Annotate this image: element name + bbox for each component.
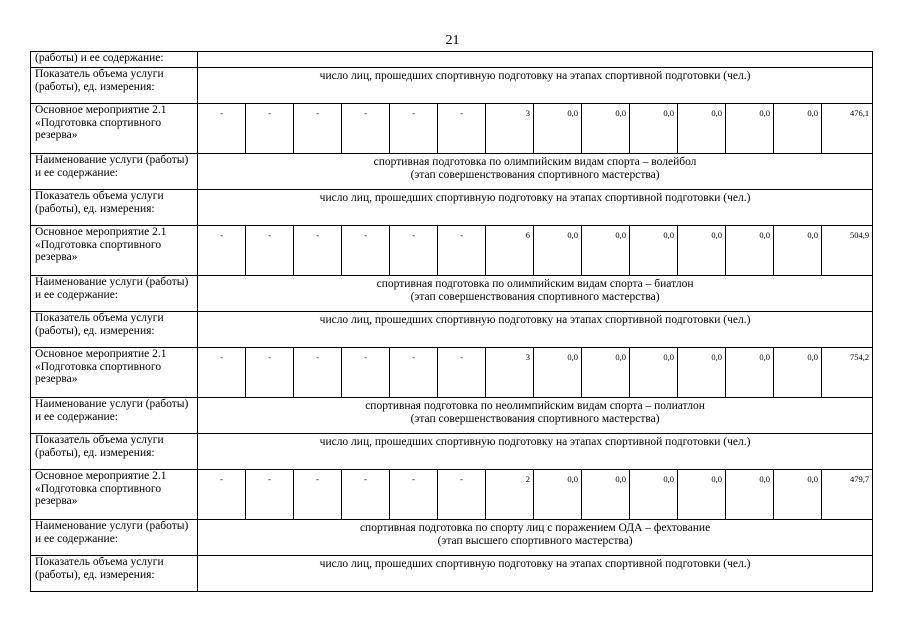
value-cell: 0,0: [678, 226, 726, 276]
value-cell: 3: [486, 104, 534, 154]
main-activity-label: Основное мероприятие 2.1 «Подготовка спортивного резерва»: [31, 470, 198, 520]
service-row: [31, 154, 873, 190]
service-name: спортивная подготовка по олимпийским видам спорта – биатлон: [376, 278, 694, 290]
indicator-text: число лиц, прошедших спортивную подготовку на этапах спортивной подготовки (чел.): [198, 556, 873, 592]
value-cell: 0,0: [630, 348, 678, 398]
value-cell: 6: [486, 226, 534, 276]
value-cell: 0,0: [630, 470, 678, 520]
value-cell: -: [198, 348, 246, 398]
value-cell: 0,0: [630, 226, 678, 276]
value-cell: 0,0: [726, 470, 774, 520]
indicator-row: [31, 68, 873, 104]
service-row: [31, 276, 873, 312]
value-cell: -: [246, 226, 294, 276]
main-activity-row: [31, 226, 873, 276]
value-cell: -: [390, 348, 438, 398]
service-row: [31, 398, 873, 434]
main-activity-label: Основное мероприятие 2.1 «Подготовка спортивного резерва»: [31, 226, 198, 276]
service-label: Наименование услуги (работы) и ее содержание:: [31, 520, 198, 556]
value-cell: -: [342, 470, 390, 520]
value-cell: 754,2: [822, 348, 873, 398]
indicator-label: Показатель объема услуги (работы), ед. измерения:: [31, 556, 198, 592]
value-cell: 0,0: [678, 348, 726, 398]
service-name: спортивная подготовка по олимпийским видам спорта – волейбол: [373, 156, 697, 168]
value-cell: 0,0: [630, 104, 678, 154]
indicator-text: число лиц, прошедших спортивную подготовку на этапах спортивной подготовки (чел.): [198, 312, 873, 348]
main-activity-label: Основное мероприятие 2.1 «Подготовка спортивного резерва»: [31, 104, 198, 154]
value-cell: -: [438, 226, 486, 276]
service-label: Наименование услуги (работы) и ее содержание:: [31, 276, 198, 312]
service-description: [198, 276, 873, 312]
indicator-label: Показатель объема услуги (работы), ед. измерения:: [31, 68, 198, 104]
value-cell: -: [390, 226, 438, 276]
value-cell: -: [246, 470, 294, 520]
value-cell: -: [438, 348, 486, 398]
value-cell: -: [342, 348, 390, 398]
value-cell: 0,0: [582, 104, 630, 154]
value-cell: 0,0: [678, 470, 726, 520]
indicator-row: [31, 556, 873, 592]
row-label: (работы) и ее содержание:: [31, 52, 198, 68]
indicator-label: Показатель объема услуги (работы), ед. измерения:: [31, 312, 198, 348]
value-cell: -: [294, 348, 342, 398]
indicator-text: число лиц, прошедших спортивную подготовку на этапах спортивной подготовки (чел.): [198, 190, 873, 226]
service-label: Наименование услуги (работы) и ее содержание:: [31, 398, 198, 434]
service-description: [198, 154, 873, 190]
service-stage: (этап совершенствования спортивного мастерства): [410, 168, 660, 181]
indicator-row: [31, 190, 873, 226]
value-cell: 504,9: [822, 226, 873, 276]
value-cell: -: [198, 226, 246, 276]
value-cell: 0,0: [534, 470, 582, 520]
value-cell: 0,0: [582, 470, 630, 520]
value-cell: 0,0: [534, 104, 582, 154]
service-stage: (этап совершенствования спортивного мастерства): [410, 290, 660, 303]
value-cell: 0,0: [534, 348, 582, 398]
service-name: спортивная подготовка по спорту лиц с поражением ОДА – фехтование: [359, 522, 711, 534]
value-cell: 0,0: [726, 226, 774, 276]
indicator-label: Показатель объема услуги (работы), ед. измерения:: [31, 434, 198, 470]
value-cell: 3: [486, 348, 534, 398]
value-cell: -: [294, 470, 342, 520]
value-cell: 479,7: [822, 470, 873, 520]
value-cell: 2: [486, 470, 534, 520]
main-activity-row: [31, 104, 873, 154]
page-number: 21: [445, 33, 460, 48]
indicator-text: число лиц, прошедших спортивную подготовку на этапах спортивной подготовки (чел.): [198, 68, 873, 104]
value-cell: 0,0: [726, 348, 774, 398]
indicator-row: [31, 434, 873, 470]
value-cell: -: [390, 104, 438, 154]
value-cell: 0,0: [678, 104, 726, 154]
service-description: [198, 398, 873, 434]
value-cell: 476,1: [822, 104, 873, 154]
value-cell: -: [198, 104, 246, 154]
value-cell: -: [438, 104, 486, 154]
service-description: [198, 520, 873, 556]
table-row: [31, 52, 873, 68]
service-label: Наименование услуги (работы) и ее содержание:: [31, 154, 198, 190]
indicator-label: Показатель объема услуги (работы), ед. измерения:: [31, 190, 198, 226]
value-cell: -: [342, 226, 390, 276]
program-table: [30, 51, 873, 592]
service-stage: (этап совершенствования спортивного мастерства): [410, 412, 660, 425]
value-cell: -: [246, 348, 294, 398]
value-cell: -: [198, 470, 246, 520]
service-row: [31, 520, 873, 556]
value-cell: 0,0: [534, 226, 582, 276]
indicator-row: [31, 312, 873, 348]
value-cell: -: [438, 470, 486, 520]
service-stage: (этап высшего спортивного мастерства): [437, 534, 633, 547]
value-cell: -: [294, 104, 342, 154]
value-cell: -: [246, 104, 294, 154]
value-cell: 0,0: [774, 348, 822, 398]
value-cell: 0,0: [582, 226, 630, 276]
indicator-text: число лиц, прошедших спортивную подготовку на этапах спортивной подготовки (чел.): [198, 434, 873, 470]
empty-cell: [198, 52, 873, 68]
value-cell: 0,0: [582, 348, 630, 398]
value-cell: 0,0: [774, 470, 822, 520]
value-cell: -: [390, 470, 438, 520]
main-activity-label: Основное мероприятие 2.1 «Подготовка спортивного резерва»: [31, 348, 198, 398]
value-cell: -: [294, 226, 342, 276]
main-activity-row: [31, 348, 873, 398]
main-activity-row: [31, 470, 873, 520]
value-cell: 0,0: [774, 104, 822, 154]
value-cell: 0,0: [726, 104, 774, 154]
value-cell: -: [342, 104, 390, 154]
value-cell: 0,0: [774, 226, 822, 276]
service-name: спортивная подготовка по неолимпийским видам спорта – полиатлон: [365, 400, 705, 412]
